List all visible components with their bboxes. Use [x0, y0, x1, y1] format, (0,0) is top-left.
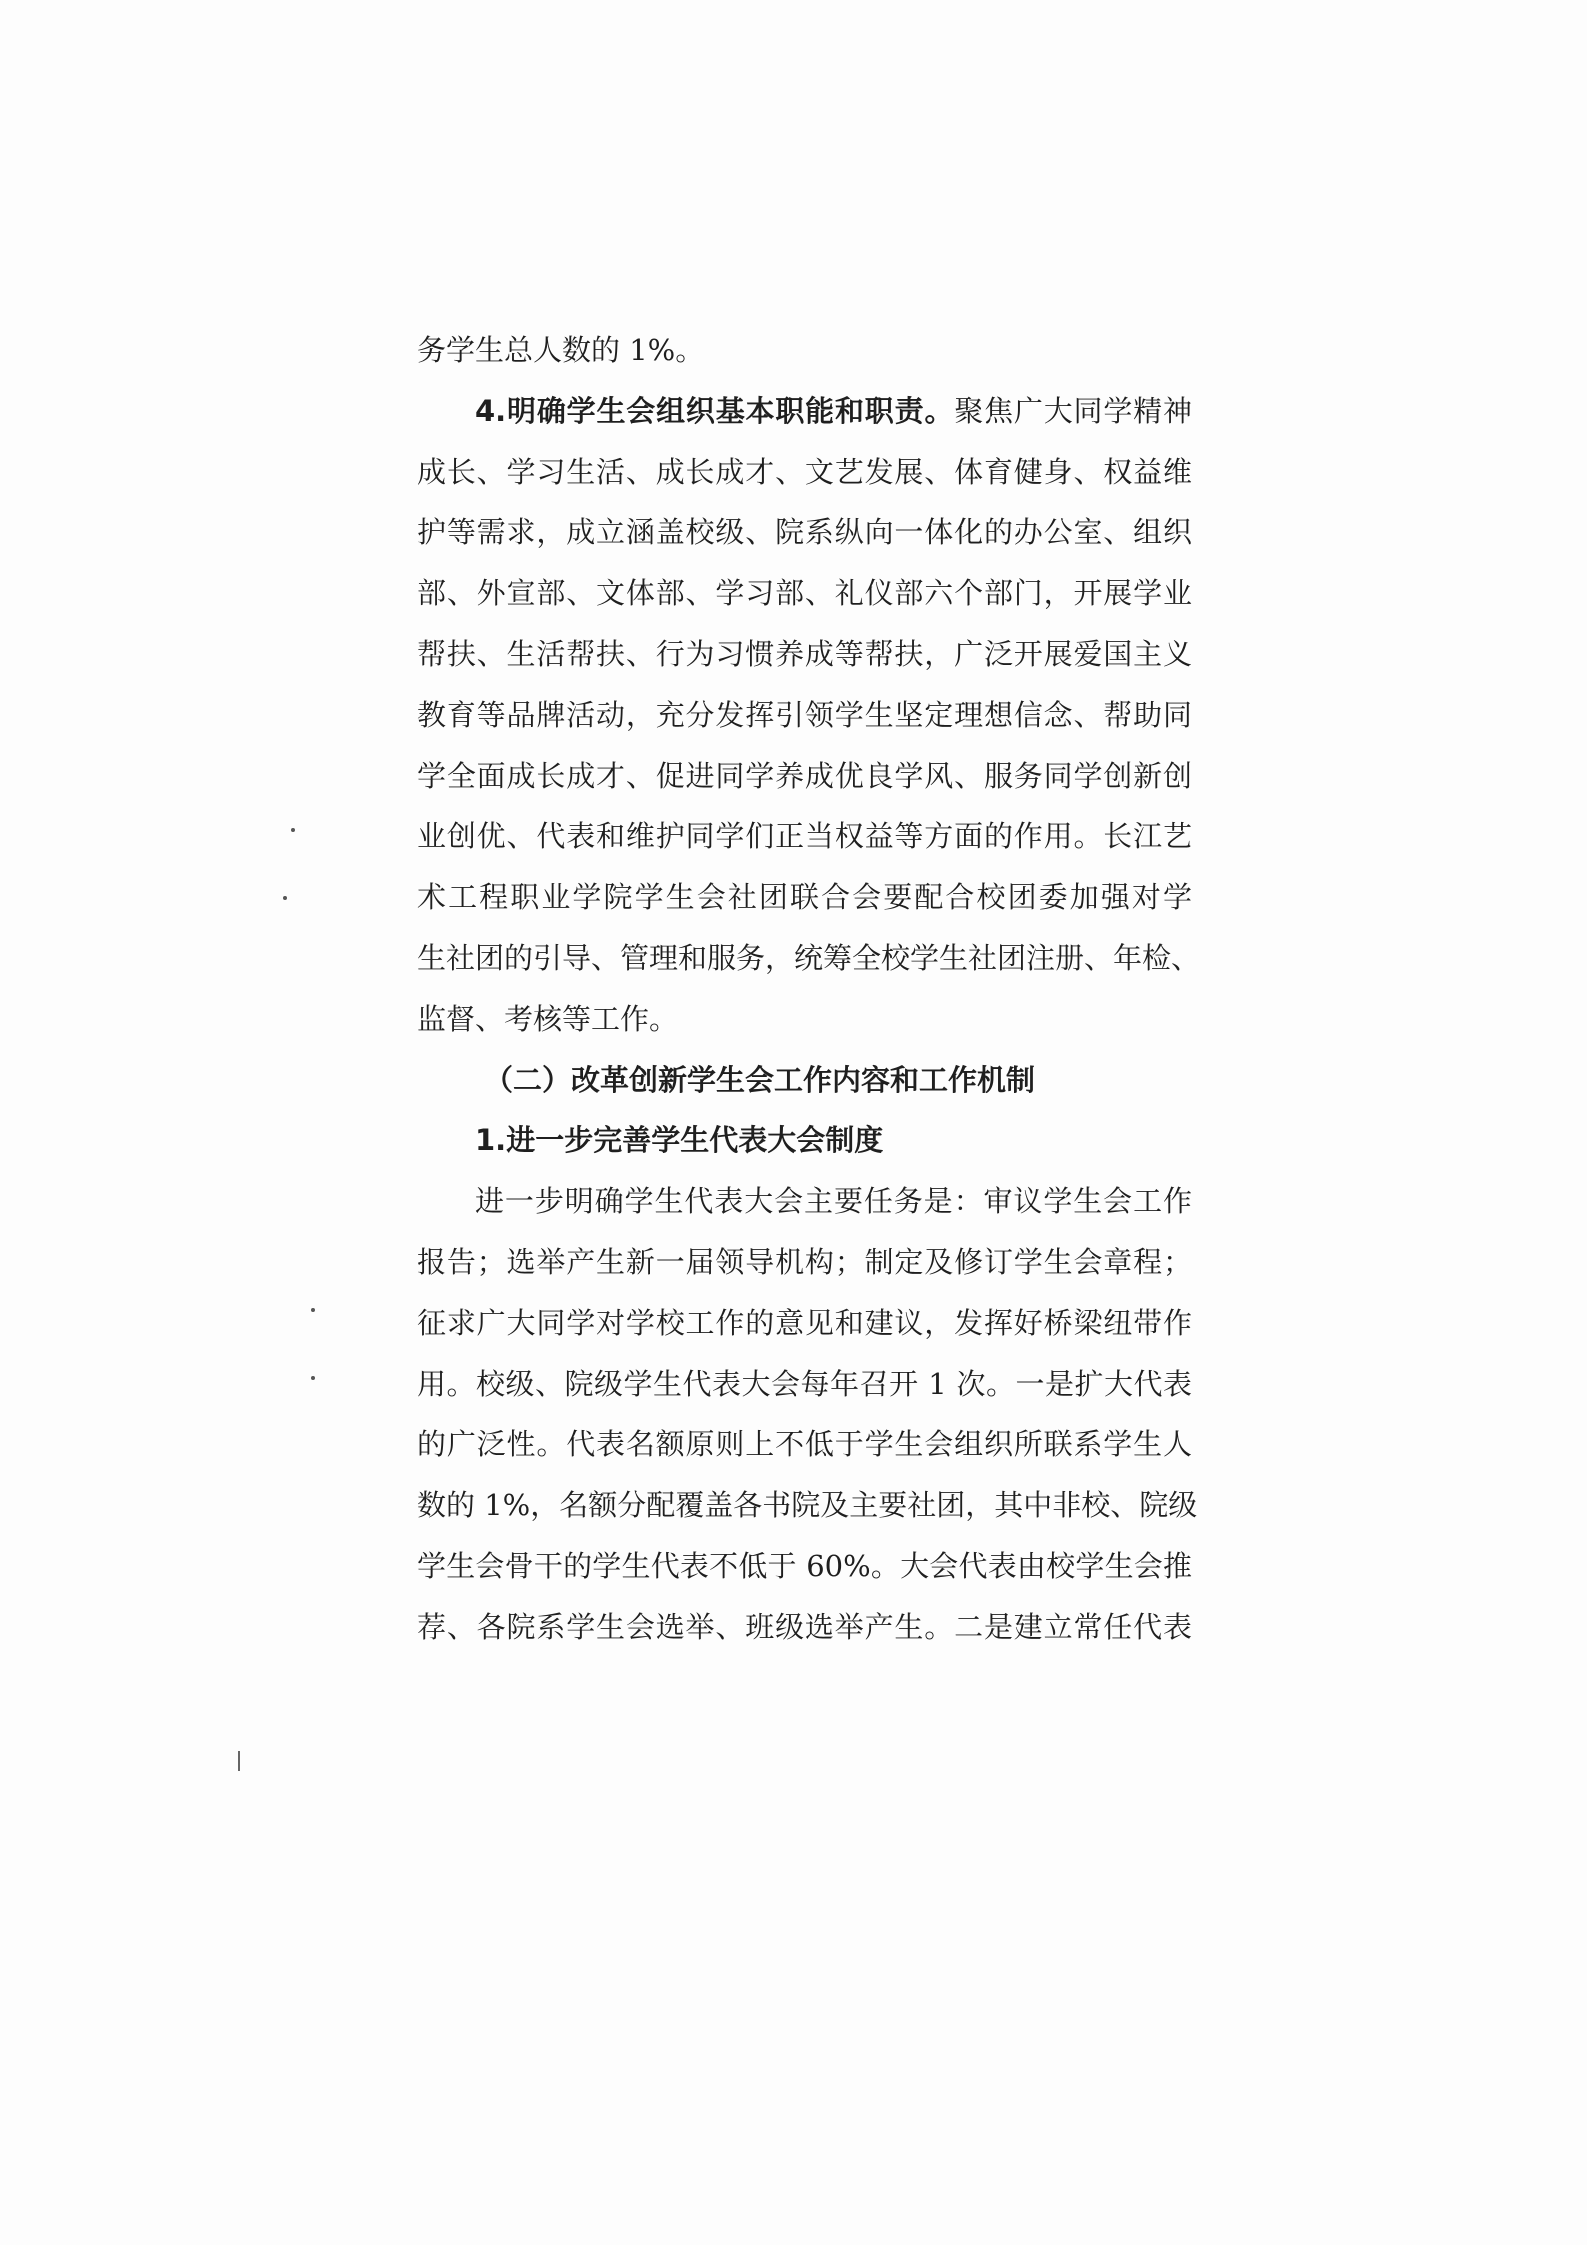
paragraph-line: 数的 1%，名额分配覆盖各书院及主要社团，其中非校、院级 — [417, 1488, 1198, 1523]
paragraph-line: 荐、各院系学生会选举、班级选举产生。二是建立常任代表 — [417, 1609, 1192, 1644]
paragraph-line — [417, 381, 1192, 442]
paragraph-line: 教育等品牌活动，充分发挥引领学生坚定理想信念、帮助同 — [417, 697, 1192, 732]
scan-edge-mark — [238, 1751, 240, 1771]
scan-speck — [311, 1376, 315, 1380]
subsection-heading — [417, 1110, 1192, 1171]
section-heading-text: （二）改革创新学生会工作内容和工作机制 — [484, 1062, 1036, 1097]
paragraph-line: 监督、考核等工作。 — [417, 1001, 679, 1036]
subsection-heading-text: 1.进一步完善学生代表大会制度 — [475, 1123, 884, 1158]
paragraph-line: 进一步明确学生代表大会主要任务是：审议学生会工作 — [475, 1184, 1192, 1219]
document-body — [417, 320, 1201, 1658]
paragraph-line: 务学生总人数的 1%。 — [417, 333, 705, 367]
paragraph-line: 征求广大同学对学校工作的意见和建议，发挥好桥梁纽带作 — [417, 1305, 1192, 1340]
paragraph-line: 部、外宣部、文体部、学习部、礼仪部六个部门，开展学业 — [417, 576, 1192, 611]
paragraph-line: 护等需求，成立涵盖校级、院系纵向一体化的办公室、组织 — [417, 515, 1192, 550]
numbered-item-heading: 4.明确学生会组织基本职能和职责。 — [475, 393, 955, 428]
scan-speck — [283, 896, 287, 900]
paragraph-line: 术工程职业学院学生会社团联合会要配合校团委加强对学 — [417, 880, 1192, 915]
paragraph-line: 报告；选举产生新一届领导机构；制定及修订学生会章程； — [417, 1244, 1192, 1279]
paragraph-line: 的广泛性。代表名额原则上不低于学生会组织所联系学生人 — [417, 1427, 1192, 1462]
line-text: 聚焦广大同学精神 — [954, 393, 1192, 428]
paragraph-line: 学全面成长成才、促进同学养成优良学风、服务同学创新创 — [417, 758, 1192, 793]
paragraph-line: 学生会骨干的学生代表不低于 60%。大会代表由校学生会推 — [417, 1548, 1192, 1583]
paragraph-line: 生社团的引导、管理和服务，统筹全校学生社团注册、年检、 — [417, 940, 1201, 975]
scan-speck — [291, 828, 295, 832]
paragraph-line: 业创优、代表和维护同学们正当权益等方面的作用。长江艺 — [417, 819, 1192, 854]
paragraph-line: 帮扶、生活帮扶、行为习惯养成等帮扶，广泛开展爱国主义 — [417, 636, 1192, 671]
section-heading — [417, 1050, 1192, 1111]
paragraph-line: 成长、学习生活、成长成才、文艺发展、体育健身、权益维 — [417, 454, 1192, 489]
paragraph-line: 用。校级、院级学生代表大会每年召开 1 次。一是扩大代表 — [417, 1366, 1192, 1401]
scan-speck — [311, 1308, 315, 1312]
